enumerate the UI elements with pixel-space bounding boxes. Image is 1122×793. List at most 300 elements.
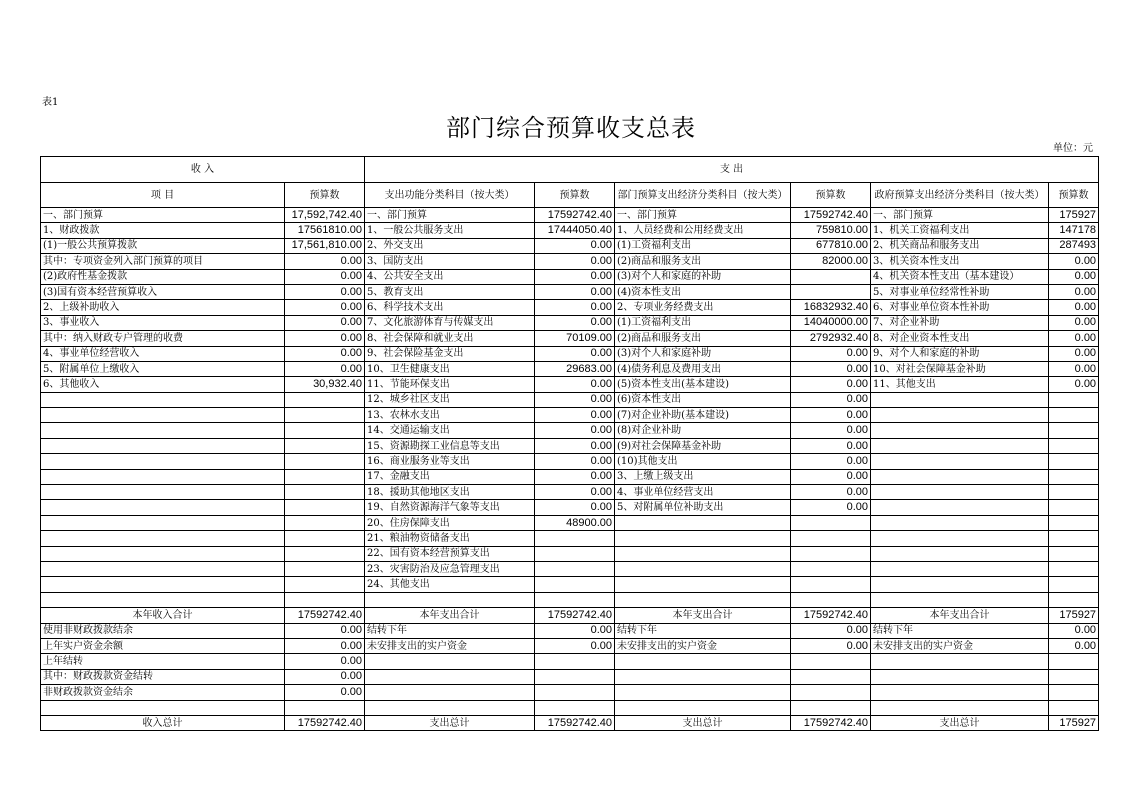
budget-value-cell: 0.00 <box>791 392 871 407</box>
budget-value-cell: 0.00 <box>285 300 365 315</box>
item-label-cell: 本年收入合计 <box>41 608 285 623</box>
budget-value-cell: 17592742.40 <box>535 608 615 623</box>
budget-value-cell: 0.00 <box>535 254 615 269</box>
item-label-cell: 8、社会保障和就业支出 <box>365 331 535 346</box>
budget-value-cell: 0.00 <box>1049 623 1099 638</box>
table-row <box>41 485 1099 500</box>
table-row <box>41 669 1099 684</box>
item-label-cell <box>871 485 1049 500</box>
item-label-cell: 6、其他收入 <box>41 377 285 392</box>
item-label-cell: 4、事业单位经营支出 <box>615 485 791 500</box>
item-label-cell <box>615 531 791 546</box>
income-header: 收 入 <box>41 157 365 183</box>
budget-value-cell: 0.00 <box>535 454 615 469</box>
budget-value-cell: 0.00 <box>535 408 615 423</box>
table-row <box>41 208 1099 223</box>
budget-value-cell: 0.00 <box>791 438 871 453</box>
table-row <box>41 654 1099 669</box>
table-row <box>41 331 1099 346</box>
budget-value-cell <box>1049 700 1099 715</box>
budget-value-cell <box>1049 438 1099 453</box>
item-label-cell: 8、对企业资本性支出 <box>871 331 1049 346</box>
budget-value-cell: 17592742.40 <box>535 715 615 730</box>
budget-value-cell <box>535 561 615 576</box>
budget-value-cell: 82000.00 <box>791 254 871 269</box>
budget-value-cell <box>285 423 365 438</box>
table-row <box>41 254 1099 269</box>
item-label-cell: 6、科学技术支出 <box>365 300 535 315</box>
budget-value-cell <box>791 546 871 561</box>
budget-value-cell <box>1049 531 1099 546</box>
item-label-cell: 非财政拨款资金结余 <box>41 685 285 700</box>
budget-value-cell <box>791 284 871 299</box>
item-label-cell <box>41 500 285 515</box>
item-label-cell <box>615 700 791 715</box>
item-label-cell <box>871 423 1049 438</box>
budget-value-cell: 0.00 <box>791 485 871 500</box>
budget-value-cell <box>285 700 365 715</box>
col-dept-header: 部门预算支出经济分类科目（按大类） <box>615 183 791 208</box>
table-row <box>41 577 1099 592</box>
item-label-cell: 11、节能环保支出 <box>365 377 535 392</box>
item-label-cell: (9)对社会保障基金补助 <box>615 438 791 453</box>
item-label-cell: 未安排支出的实户资金 <box>365 638 535 653</box>
item-label-cell: 结转下年 <box>365 623 535 638</box>
budget-value-cell: 0.00 <box>1049 315 1099 330</box>
item-label-cell <box>41 531 285 546</box>
budget-value-cell: 29683.00 <box>535 361 615 376</box>
item-label-cell: 一、部门预算 <box>871 208 1049 223</box>
item-label-cell <box>365 700 535 715</box>
budget-value-cell: 0.00 <box>1049 638 1099 653</box>
budget-value-cell <box>535 592 615 607</box>
budget-value-cell: 175927 <box>1049 608 1099 623</box>
item-label-cell <box>871 685 1049 700</box>
budget-value-cell: 0.00 <box>1049 284 1099 299</box>
budget-value-cell: 287493 <box>1049 238 1099 253</box>
item-label-cell: 4、机关资本性支出（基本建设） <box>871 269 1049 284</box>
budget-value-cell <box>285 546 365 561</box>
item-label-cell: 1、一般公共服务支出 <box>365 223 535 238</box>
budget-value-cell: 17444050.40 <box>535 223 615 238</box>
budget-value-cell: 0.00 <box>285 346 365 361</box>
item-label-cell: 其中：专项资金列入部门预算的项目 <box>41 254 285 269</box>
item-label-cell: 17、金融支出 <box>365 469 535 484</box>
item-label-cell <box>615 685 791 700</box>
budget-value-cell: 147178 <box>1049 223 1099 238</box>
budget-value-cell: 17,592,742.40 <box>285 208 365 223</box>
table-row <box>41 377 1099 392</box>
budget-value-cell <box>285 469 365 484</box>
budget-value-cell <box>535 700 615 715</box>
budget-value-cell: 0.00 <box>285 685 365 700</box>
item-label-cell: 5、附属单位上缴收入 <box>41 361 285 376</box>
budget-value-cell: 0.00 <box>1049 377 1099 392</box>
table-row <box>41 408 1099 423</box>
item-label-cell: (10)其他支出 <box>615 454 791 469</box>
budget-value-cell <box>1049 654 1099 669</box>
budget-value-cell: 48900.00 <box>535 515 615 530</box>
budget-value-cell: 17,561,810.00 <box>285 238 365 253</box>
budget-value-cell <box>791 685 871 700</box>
item-label-cell: 其中：纳入财政专户管理的收费 <box>41 331 285 346</box>
table-row <box>41 700 1099 715</box>
item-label-cell: 2、上级补助收入 <box>41 300 285 315</box>
budget-value-cell: 0.00 <box>535 346 615 361</box>
item-label-cell: 5、教育支出 <box>365 284 535 299</box>
item-label-cell: 24、其他支出 <box>365 577 535 592</box>
budget-value-cell: 16832932.40 <box>791 300 871 315</box>
col-func-header: 支出功能分类科目（按大类） <box>365 183 535 208</box>
budget-value-cell <box>535 669 615 684</box>
budget-value-cell: 0.00 <box>791 361 871 376</box>
budget-value-cell: 0.00 <box>535 284 615 299</box>
table-row <box>41 500 1099 515</box>
budget-value-cell: 14040000.00 <box>791 315 871 330</box>
item-label-cell: 22、国有资本经营预算支出 <box>365 546 535 561</box>
budget-value-cell <box>791 269 871 284</box>
budget-value-cell <box>1049 577 1099 592</box>
budget-value-cell: 0.00 <box>1049 346 1099 361</box>
item-label-cell: 使用非财政拨款结余 <box>41 623 285 638</box>
budget-value-cell: 0.00 <box>285 654 365 669</box>
item-label-cell <box>615 654 791 669</box>
budget-value-cell <box>285 438 365 453</box>
table-row <box>41 438 1099 453</box>
budget-value-cell: 0.00 <box>791 500 871 515</box>
item-label-cell <box>41 700 285 715</box>
budget-value-cell <box>285 485 365 500</box>
item-label-cell: 一、部门预算 <box>365 208 535 223</box>
item-label-cell: 结转下年 <box>871 623 1049 638</box>
item-label-cell: 12、城乡社区支出 <box>365 392 535 407</box>
item-label-cell: 10、卫生健康支出 <box>365 361 535 376</box>
budget-value-cell: 0.00 <box>791 469 871 484</box>
budget-value-cell: 759810.00 <box>791 223 871 238</box>
item-label-cell: (5)资本性支出(基本建设) <box>615 377 791 392</box>
item-label-cell <box>615 577 791 592</box>
budget-value-cell <box>791 577 871 592</box>
table-row <box>41 623 1099 638</box>
item-label-cell <box>41 561 285 576</box>
item-label-cell <box>41 392 285 407</box>
item-label-cell: (4)债务利息及费用支出 <box>615 361 791 376</box>
budget-value-cell: 17561810.00 <box>285 223 365 238</box>
budget-value-cell: 0.00 <box>1049 300 1099 315</box>
item-label-cell: 15、资源勘探工业信息等支出 <box>365 438 535 453</box>
table-row <box>41 269 1099 284</box>
budget-value-cell: 0.00 <box>285 331 365 346</box>
budget-value-cell: 17592742.40 <box>285 715 365 730</box>
budget-value-cell <box>791 669 871 684</box>
item-label-cell <box>871 531 1049 546</box>
item-label-cell <box>871 577 1049 592</box>
budget-value-cell: 0.00 <box>535 638 615 653</box>
budget-value-cell: 0.00 <box>791 377 871 392</box>
budget-value-cell <box>791 561 871 576</box>
item-label-cell: (3)国有资本经营预算收入 <box>41 284 285 299</box>
item-label-cell <box>41 469 285 484</box>
item-label-cell <box>871 408 1049 423</box>
table-row <box>41 531 1099 546</box>
item-label-cell <box>871 392 1049 407</box>
item-label-cell: (2)商品和服务支出 <box>615 331 791 346</box>
table-row <box>41 300 1099 315</box>
budget-value-cell <box>1049 669 1099 684</box>
item-label-cell <box>615 592 791 607</box>
item-label-cell: 其中：财政拨款资金结转 <box>41 669 285 684</box>
item-label-cell <box>871 515 1049 530</box>
budget-value-cell <box>535 531 615 546</box>
expense-header: 支 出 <box>365 157 1099 183</box>
budget-value-cell: 0.00 <box>285 284 365 299</box>
budget-value-cell <box>1049 469 1099 484</box>
item-label-cell: (2)政府性基金拨款 <box>41 269 285 284</box>
budget-value-cell: 17592742.40 <box>535 208 615 223</box>
item-label-cell: 1、机关工资福利支出 <box>871 223 1049 238</box>
item-label-cell: 11、其他支出 <box>871 377 1049 392</box>
budget-value-cell: 175927 <box>1049 208 1099 223</box>
item-label-cell: 结转下年 <box>615 623 791 638</box>
item-label-cell <box>41 485 285 500</box>
budget-value-cell <box>791 592 871 607</box>
item-label-cell: (4)资本性支出 <box>615 284 791 299</box>
item-label-cell: 21、粮油物资储备支出 <box>365 531 535 546</box>
item-label-cell <box>41 592 285 607</box>
table-row <box>41 238 1099 253</box>
item-label-cell: 支出总计 <box>871 715 1049 730</box>
item-label-cell: (7)对企业补助(基本建设) <box>615 408 791 423</box>
budget-value-cell: 0.00 <box>791 638 871 653</box>
budget-value-cell: 0.00 <box>535 300 615 315</box>
item-label-cell: (1)工资福利支出 <box>615 315 791 330</box>
item-label-cell: 3、国防支出 <box>365 254 535 269</box>
budget-value-cell <box>791 654 871 669</box>
budget-value-cell: 0.00 <box>285 254 365 269</box>
item-label-cell <box>41 515 285 530</box>
table-row <box>41 315 1099 330</box>
budget-value-cell <box>1049 561 1099 576</box>
item-label-cell <box>41 438 285 453</box>
item-label-cell: 4、公共安全支出 <box>365 269 535 284</box>
item-label-cell <box>41 546 285 561</box>
table-row <box>41 592 1099 607</box>
item-label-cell: 3、机关资本性支出 <box>871 254 1049 269</box>
budget-value-cell: 0.00 <box>285 269 365 284</box>
budget-value-cell: 677810.00 <box>791 238 871 253</box>
item-label-cell <box>871 592 1049 607</box>
budget-value-cell: 0.00 <box>285 315 365 330</box>
budget-value-cell <box>1049 454 1099 469</box>
budget-value-cell: 17592742.40 <box>791 608 871 623</box>
budget-value-cell <box>791 700 871 715</box>
budget-value-cell: 17592742.40 <box>791 715 871 730</box>
budget-value-cell: 2792932.40 <box>791 331 871 346</box>
item-label-cell <box>41 408 285 423</box>
table-row <box>41 638 1099 653</box>
budget-value-cell <box>1049 392 1099 407</box>
item-label-cell <box>871 500 1049 515</box>
item-label-cell: 未安排支出的实户资金 <box>615 638 791 653</box>
budget-value-cell: 0.00 <box>535 269 615 284</box>
item-label-cell: 18、援助其他地区支出 <box>365 485 535 500</box>
budget-value-cell <box>535 654 615 669</box>
item-label-cell: 2、机关商品和服务支出 <box>871 238 1049 253</box>
budget-value-cell <box>285 454 365 469</box>
budget-value-cell: 0.00 <box>791 454 871 469</box>
table-row <box>41 346 1099 361</box>
budget-table <box>40 156 1099 731</box>
col-budget-header: 预算数 <box>535 183 615 208</box>
budget-value-cell: 0.00 <box>285 623 365 638</box>
budget-value-cell: 0.00 <box>285 638 365 653</box>
budget-value-cell <box>1049 408 1099 423</box>
item-label-cell: 3、事业收入 <box>41 315 285 330</box>
item-label-cell <box>871 454 1049 469</box>
item-label-cell: 7、对企业补助 <box>871 315 1049 330</box>
item-label-cell <box>871 654 1049 669</box>
item-label-cell: 14、交通运输支出 <box>365 423 535 438</box>
table-tag: 表1 <box>42 97 59 108</box>
budget-value-cell: 0.00 <box>285 361 365 376</box>
col-budget-header: 预算数 <box>1049 183 1099 208</box>
item-label-cell: 1、人员经费和公用经费支出 <box>615 223 791 238</box>
item-label-cell: 2、外交支出 <box>365 238 535 253</box>
table-row <box>41 515 1099 530</box>
col-item-header: 项 目 <box>41 183 285 208</box>
table-row <box>41 546 1099 561</box>
item-label-cell: 一、部门预算 <box>615 208 791 223</box>
table-row <box>41 608 1099 623</box>
item-label-cell: (1)工资福利支出 <box>615 238 791 253</box>
item-label-cell: 16、商业服务业等支出 <box>365 454 535 469</box>
item-label-cell: 支出总计 <box>615 715 791 730</box>
budget-value-cell: 0.00 <box>535 392 615 407</box>
budget-value-cell: 0.00 <box>1049 361 1099 376</box>
item-label-cell <box>871 561 1049 576</box>
item-label-cell: 收入总计 <box>41 715 285 730</box>
table-row <box>41 361 1099 376</box>
item-label-cell <box>615 669 791 684</box>
item-label-cell: 一、部门预算 <box>41 208 285 223</box>
table-row <box>41 469 1099 484</box>
item-label-cell <box>41 454 285 469</box>
item-label-cell <box>871 546 1049 561</box>
item-label-cell <box>871 469 1049 484</box>
table-row <box>41 223 1099 238</box>
budget-value-cell <box>1049 500 1099 515</box>
item-label-cell: 上年实户资金余额 <box>41 638 285 653</box>
budget-value-cell: 0.00 <box>535 469 615 484</box>
item-label-cell: 上年结转 <box>41 654 285 669</box>
item-label-cell: (2)商品和服务支出 <box>615 254 791 269</box>
budget-value-cell: 0.00 <box>285 669 365 684</box>
budget-value-cell: 0.00 <box>535 238 615 253</box>
budget-value-cell: 175927 <box>1049 715 1099 730</box>
budget-value-cell: 70109.00 <box>535 331 615 346</box>
item-label-cell <box>615 561 791 576</box>
budget-value-cell: 30,932.40 <box>285 377 365 392</box>
item-label-cell <box>871 438 1049 453</box>
budget-value-cell: 0.00 <box>535 377 615 392</box>
item-label-cell <box>615 515 791 530</box>
item-label-cell <box>871 700 1049 715</box>
item-label-cell: 2、专项业务经费支出 <box>615 300 791 315</box>
item-label-cell: 本年支出合计 <box>871 608 1049 623</box>
item-label-cell: 6、对事业单位资本性补助 <box>871 300 1049 315</box>
item-label-cell: 7、文化旅游体育与传媒支出 <box>365 315 535 330</box>
item-label-cell: 9、对个人和家庭的补助 <box>871 346 1049 361</box>
item-label-cell: 9、社会保险基金支出 <box>365 346 535 361</box>
budget-value-cell <box>285 392 365 407</box>
budget-value-cell: 0.00 <box>535 485 615 500</box>
budget-value-cell: 0.00 <box>535 500 615 515</box>
table-row <box>41 561 1099 576</box>
item-label-cell: 13、农林水支出 <box>365 408 535 423</box>
col-gov-header: 政府预算支出经济分类科目（按大类） <box>871 183 1049 208</box>
budget-value-cell <box>285 408 365 423</box>
item-label-cell: 1、财政拨款 <box>41 223 285 238</box>
budget-value-cell: 0.00 <box>535 315 615 330</box>
item-label-cell <box>871 669 1049 684</box>
budget-value-cell <box>1049 546 1099 561</box>
budget-value-cell <box>285 592 365 607</box>
item-label-cell: 5、对事业单位经常性补助 <box>871 284 1049 299</box>
item-label-cell: 本年支出合计 <box>365 608 535 623</box>
budget-value-cell <box>285 515 365 530</box>
budget-value-cell: 0.00 <box>791 623 871 638</box>
item-label-cell <box>365 592 535 607</box>
unit-label: 单位：元 <box>1053 143 1093 154</box>
budget-value-cell <box>535 685 615 700</box>
budget-value-cell: 0.00 <box>535 623 615 638</box>
budget-value-cell: 17592742.40 <box>285 608 365 623</box>
budget-value-cell: 17592742.40 <box>791 208 871 223</box>
budget-value-cell <box>535 577 615 592</box>
table-row <box>41 392 1099 407</box>
budget-value-cell: 0.00 <box>791 408 871 423</box>
item-label-cell: 3、上缴上级支出 <box>615 469 791 484</box>
table-row <box>41 454 1099 469</box>
item-label-cell <box>41 423 285 438</box>
budget-value-cell: 0.00 <box>1049 254 1099 269</box>
budget-value-cell <box>285 577 365 592</box>
budget-value-cell: 0.00 <box>535 423 615 438</box>
item-label-cell <box>365 654 535 669</box>
budget-value-cell <box>1049 485 1099 500</box>
item-label-cell <box>365 669 535 684</box>
item-label-cell: (6)资本性支出 <box>615 392 791 407</box>
item-label-cell: (3)对个人和家庭的补助 <box>615 269 791 284</box>
item-label-cell: 支出总计 <box>365 715 535 730</box>
item-label-cell: (3)对个人和家庭补助 <box>615 346 791 361</box>
budget-value-cell <box>791 531 871 546</box>
item-label-cell: 4、事业单位经营收入 <box>41 346 285 361</box>
col-budget-header: 预算数 <box>285 183 365 208</box>
budget-value-cell <box>1049 423 1099 438</box>
table-row <box>41 423 1099 438</box>
col-budget-header: 预算数 <box>791 183 871 208</box>
item-label-cell: 20、住房保障支出 <box>365 515 535 530</box>
item-label-cell: 5、对附属单位补助支出 <box>615 500 791 515</box>
budget-value-cell <box>285 561 365 576</box>
item-label-cell <box>41 577 285 592</box>
page-title: 部门综合预算收支总表 <box>446 114 696 142</box>
budget-value-cell <box>535 546 615 561</box>
item-label-cell: 本年支出合计 <box>615 608 791 623</box>
budget-value-cell <box>1049 515 1099 530</box>
item-label-cell: 10、对社会保障基金补助 <box>871 361 1049 376</box>
